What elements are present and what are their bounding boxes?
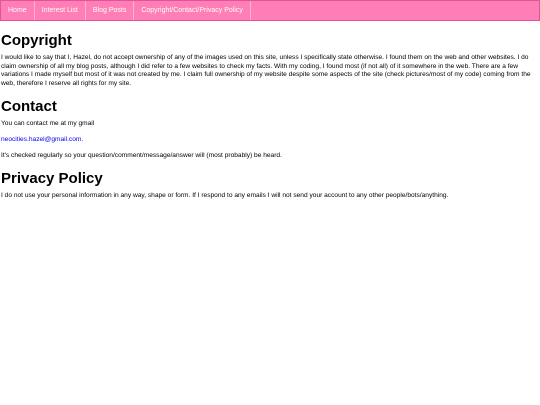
- contact-heading: Contact: [1, 98, 57, 116]
- copyright-heading: Copyright: [1, 32, 72, 49]
- privacy-heading: Privacy Policy: [1, 170, 103, 188]
- email-link[interactable]: neocities.hazel@gmail.com: [1, 135, 82, 143]
- privacy-text: I do not use your personal information in any way, shape or form. If I respond to any emails I will not send your account to any other people/bots/anything.: [1, 192, 449, 200]
- contact-email-line: [1, 136, 539, 145]
- email-suffix: .: [81, 135, 84, 143]
- nav-copyright-contact-privacy-link[interactable]: Copyright/Contact/Privacy Policy: [134, 1, 251, 20]
- top-navbar: [0, 0, 540, 21]
- nav-home-link[interactable]: Home: [1, 1, 35, 20]
- nav-blog-posts-link[interactable]: Blog Posts: [86, 1, 134, 20]
- contact-intro: You can contact me at my gmail: [1, 120, 95, 128]
- main-content: [0, 32, 540, 201]
- copyright-text: I would like to say that I, Hazel, do not accept ownership of any of the images used on this site, unless I specifically state otherwise. I found them on the web and other websites. I do claim ownership of all my blog posts, although I did refer to a few websites to check my facts. With my coding, I found most (if not all) of it somewhere in the web. There are a few variations I made myself but most of it was not created by me. I claim full ownership of my website despite some aspects of the site (check pictures/most of my code) coming from the web, therefore I reserve all rights for my site.: [1, 54, 531, 87]
- nav-interest-list-link[interactable]: Interest List: [35, 1, 86, 20]
- contact-note: It's checked regularly so your question/comment/message/answer will (most probably) be heard.: [1, 151, 282, 159]
